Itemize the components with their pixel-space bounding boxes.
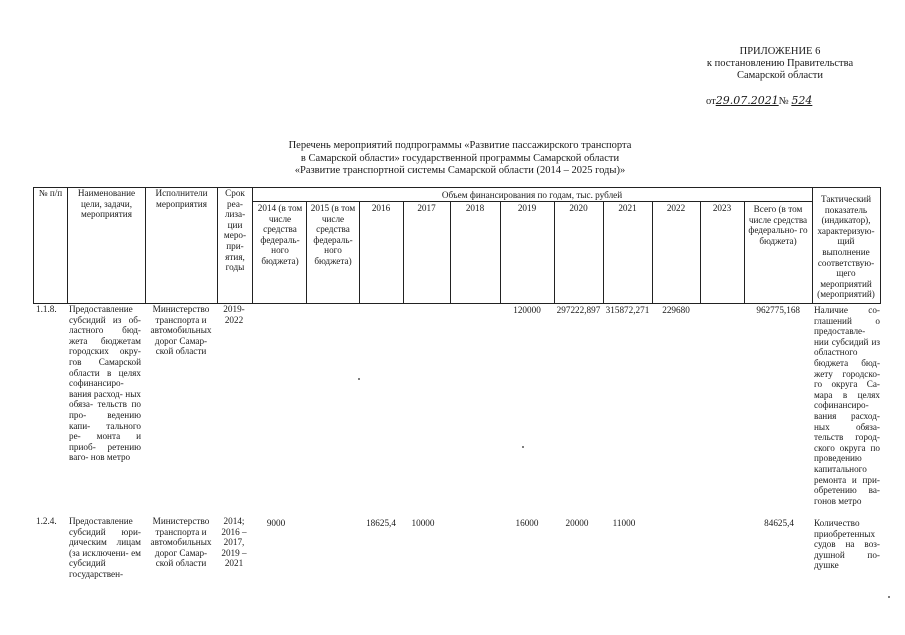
appendix-line-1: ПРИЛОЖЕНИЕ 6 (739, 46, 821, 57)
header-2020: 2020 (569, 203, 588, 213)
appendix-block (650, 46, 905, 82)
header-indicator: Тактический показатель (индикатор), характеризую- щий выполнение соответствую- щего мероприятий (мероприятий) (817, 194, 875, 300)
appendix-line-3: Самарской области (737, 70, 823, 81)
header-2019: 2019 (517, 203, 537, 213)
appendix-line-2: к постановлению Правительства (706, 58, 854, 69)
row-term: 2014; 2016 – 2017, 2019 – 2021 (221, 516, 247, 569)
row-indicator: Количество приобретенных судов на воз- душной по- душке (814, 518, 880, 571)
row-name: Предоставление субсидий юри- дическим лицам (за исключени- ем субсидий государствен- (69, 516, 141, 579)
header-2014: 2014 (в том числе средства федераль- ного бюджета) (257, 203, 303, 266)
row-executor: Министерство транспорта и автомобильных дорог Самар- ской области (150, 516, 212, 569)
row-total: 84625,4 (764, 518, 794, 528)
header-2017: 2017 (417, 203, 436, 213)
scan-speck (888, 596, 890, 598)
row-indicator: Наличие со- глашений о предоставле- нии субсидий из областного бюджета бюд- жету городско- го округа Са- мара в целях софинансиро- вания расход- ных обяза- тельств город- ского округа по проведению капитального ремонта и при- обретению ва- гонов метро (814, 305, 880, 506)
row-value-2021: 315872,271 (605, 305, 650, 315)
header-2021: 2021 (618, 203, 637, 213)
header-total: Всего (в том числе средства федерально- го бюджета) (748, 204, 808, 246)
row-value-2016: 18625,4 (366, 518, 396, 528)
row-name: Предоставление субсидий из об- ластного бюд- жета бюджетам городских окру- гов Самарской области в целях софинансиро- вания расход- ных обяза- тельств по про- ведению капи- тального ре- монта и приоб- ретению ваго- нов метро (69, 304, 141, 463)
header-2018: 2018 (465, 203, 485, 213)
row-value-2019: 120000 (513, 305, 541, 315)
row-executor: Министерство транспорта и автомобильных дорог Самар- ской области (150, 304, 212, 357)
header-2015: 2015 (в том числе средства федераль- ного бюджета) (310, 203, 356, 266)
resolution-date-number (706, 94, 846, 107)
header-term: Срок реа- лиза- ции меро- при- ятия, годы (223, 188, 247, 273)
scan-speck (522, 446, 524, 448)
header-executor: Исполнители мероприятия (155, 188, 208, 209)
row-term: 2019- 2022 (223, 304, 245, 325)
scan-speck (358, 378, 360, 380)
header-2016: 2016 (371, 203, 391, 213)
header-name: Наименование цели, задачи, мероприятия (77, 188, 136, 220)
row-value-2022: 229680 (662, 305, 690, 315)
title-line-3: «Развитие транспортной системы Самарской области (2014 – 2025 годы)» (294, 165, 626, 176)
row-value-2021: 11000 (612, 518, 636, 528)
header-2023: 2023 (712, 203, 732, 213)
row-num: 1.1.8. (36, 304, 57, 314)
number-prefix: № (778, 96, 789, 107)
date-prefix: от (706, 96, 716, 107)
row-value-2014: 9000 (266, 518, 286, 528)
row-total: 962775,168 (756, 305, 800, 315)
row-value-2019: 16000 (515, 518, 539, 528)
row-value-2020: 297222,897 (556, 305, 601, 315)
row-value-2020: 20000 (565, 518, 589, 528)
title-line-1: Перечень мероприятий подпрограммы «Развитие пассажирского транспорта (288, 140, 632, 151)
number-handwritten: 524 (791, 94, 813, 107)
header-num: № п/п (38, 188, 63, 198)
row-num: 1.2.4. (36, 516, 57, 526)
header-2022: 2022 (666, 203, 686, 213)
date-handwritten: 29.07.2021 (715, 94, 779, 107)
header-funding: Объем финансирования по годам, тыс. рублей (441, 190, 623, 200)
document-title (230, 140, 690, 178)
row-value-2017: 10000 (411, 518, 435, 528)
title-line-2: в Самарской области» государственной программы Самарской области (300, 152, 620, 164)
